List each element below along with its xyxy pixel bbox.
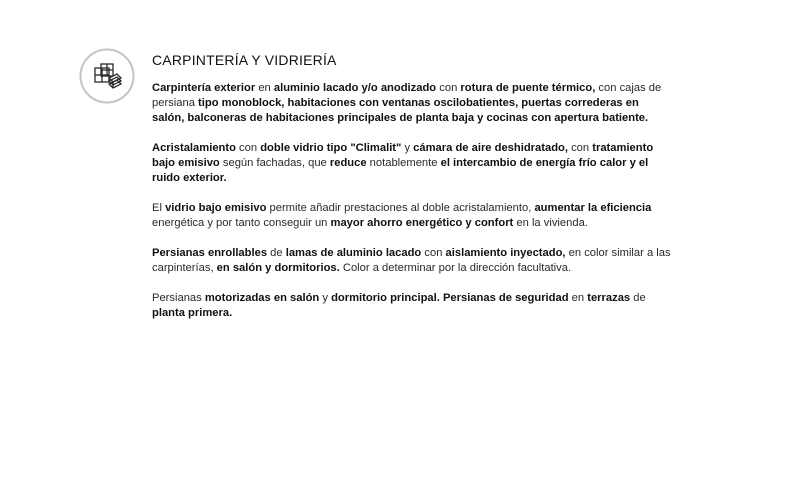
text-segment: de <box>630 292 646 304</box>
section-title: CARPINTERÍA Y VIDRIERÍA <box>152 52 337 68</box>
spec-paragraph <box>152 201 672 231</box>
text-segment: en la vivienda. <box>513 217 588 229</box>
text-segment: Acristalamiento <box>152 142 236 154</box>
text-segment: doble vidrio tipo "Climalit" <box>260 142 402 154</box>
text-segment: y <box>401 142 414 154</box>
text-segment: mayor ahorro energético y confort <box>330 217 514 229</box>
text-segment: en <box>255 82 274 94</box>
text-segment: tipo monoblock, habitaciones con ventanas oscilobatientes, puertas correderas en salón, balconeras de habitaciones principales de planta baja y cocinas con apertura batiente. <box>152 97 649 124</box>
text-segment: planta primera. <box>152 307 233 319</box>
text-segment: aumentar la eficiencia <box>534 202 652 214</box>
text-segment: lamas de aluminio lacado <box>285 247 422 259</box>
text-segment: en salón y dormitorios. <box>216 262 340 274</box>
text-segment: dormitorio principal. Persianas de seguridad <box>331 292 569 304</box>
text-segment: aislamiento inyectado, <box>445 247 566 259</box>
text-segment: El <box>152 202 166 214</box>
text-segment: según fachadas, que <box>219 157 330 169</box>
text-segment: reduce <box>329 157 367 169</box>
text-segment: con cajas de persiana <box>152 82 662 109</box>
text-segment: Persianas <box>152 292 205 304</box>
text-segment: de <box>267 247 286 259</box>
text-segment: terrazas <box>587 292 631 304</box>
text-segment: el intercambio de energía frío calor y el ruido exterior. <box>152 157 649 184</box>
text-segment: tratamiento bajo emisivo <box>152 142 654 169</box>
text-segment: notablemente <box>366 157 441 169</box>
text-segment: en <box>568 292 588 304</box>
spec-paragraph <box>152 81 672 126</box>
text-segment: con <box>436 82 461 94</box>
text-segment: Carpintería exterior <box>152 82 256 94</box>
text-segment: y <box>319 292 332 304</box>
text-segment: aluminio lacado y/o anodizado <box>273 82 437 94</box>
text-segment: vidrio bajo emisivo <box>165 202 267 214</box>
specs-body <box>152 81 672 321</box>
specs-section <box>152 52 672 336</box>
spec-paragraph <box>152 246 672 276</box>
text-segment: rotura de puente térmico, <box>460 82 596 94</box>
text-segment: Persianas enrollables <box>152 247 268 259</box>
text-segment: con <box>567 142 593 154</box>
text-segment: Color a determinar por la dirección facultativa. <box>339 262 572 274</box>
window-frame-icon <box>79 48 135 104</box>
text-segment: con <box>235 142 261 154</box>
text-segment: con <box>421 247 446 259</box>
text-segment: en color similar a las carpinterías, <box>152 247 671 274</box>
spec-paragraph <box>152 291 672 321</box>
text-segment: motorizadas en salón <box>204 292 320 304</box>
text-segment: cámara de aire deshidratado, <box>413 142 568 154</box>
watermark <box>330 232 337 255</box>
spec-paragraph <box>152 141 672 186</box>
text-segment: energética y por tanto conseguir un <box>152 217 331 229</box>
text-segment: permite añadir prestaciones al doble acristalamiento, <box>266 202 535 214</box>
